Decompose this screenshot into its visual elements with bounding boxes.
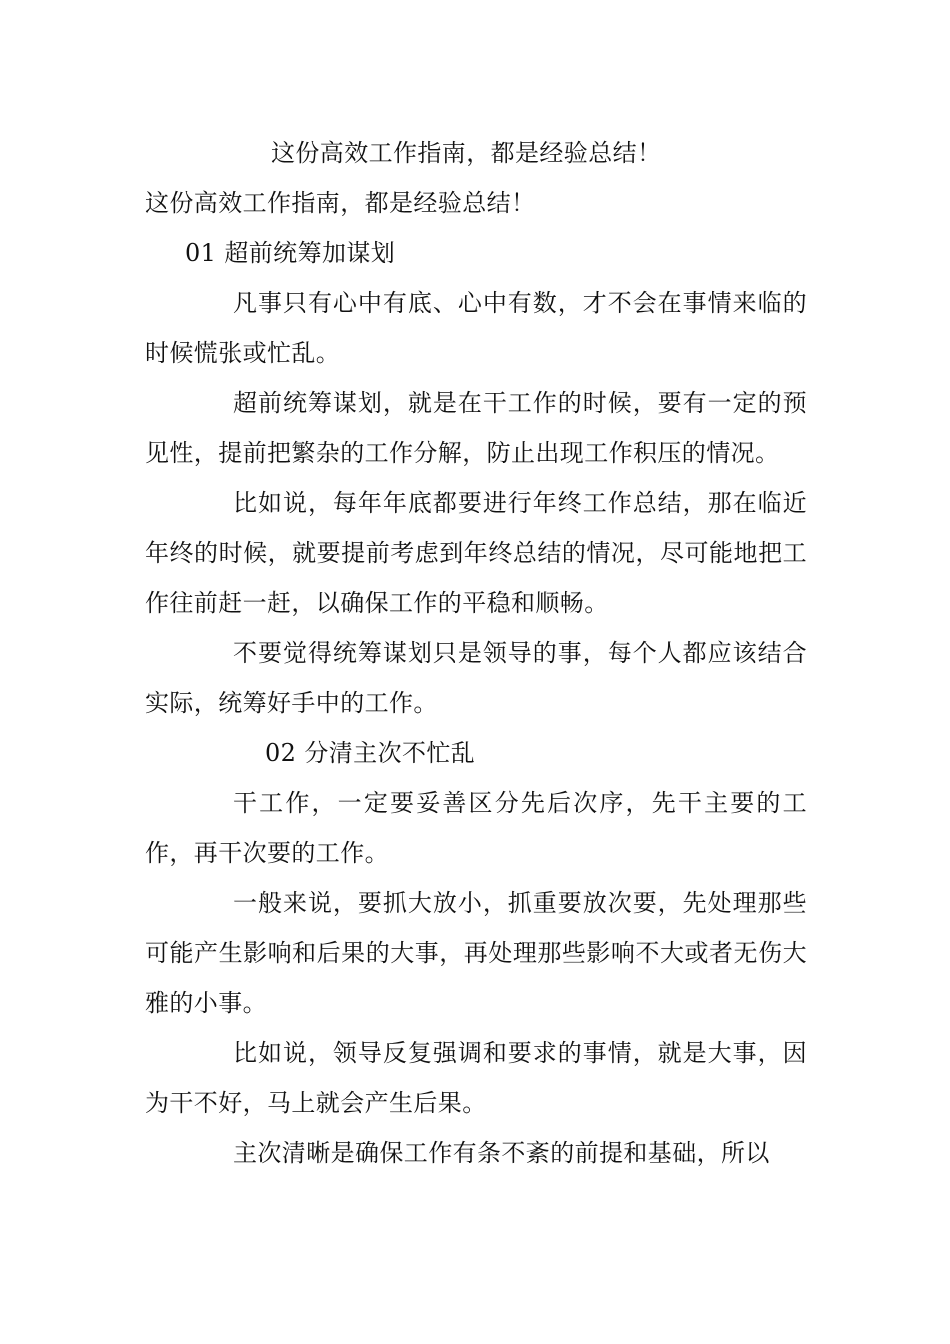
- section-01-paragraph-2: 超前统筹谋划，就是在干工作的时候，要有一定的预见性，提前把繁杂的工作分解，防止出现工作积压的情况。: [145, 389, 807, 467]
- section-heading-01: 01 超前统筹加谋划: [185, 239, 396, 267]
- section-01-paragraph-3: 比如说，每年年底都要进行年终工作总结，那在临近年终的时候，就要提前考虑到年终总结的情况，尽可能地把工作往前赶一赶，以确保工作的平稳和顺畅。: [145, 489, 807, 617]
- section-heading-02: 02 分清主次不忙乱: [265, 739, 476, 767]
- document-subtitle: 这份高效工作指南，都是经验总结！: [145, 189, 536, 217]
- document-body: [145, 128, 807, 1178]
- section-02-paragraph-1: 干工作，一定要妥善区分先后次序，先干主要的工作，再干次要的工作。: [145, 789, 807, 867]
- section-01-paragraph-1: 凡事只有心中有底、心中有数，才不会在事情来临的时候慌张或忙乱。: [145, 289, 807, 367]
- document-title: 这份高效工作指南，都是经验总结！: [271, 139, 662, 167]
- section-02-paragraph-4: 主次清晰是确保工作有条不紊的前提和基础，所以: [233, 1139, 770, 1167]
- section-01-paragraph-4: 不要觉得统筹谋划只是领导的事，每个人都应该结合实际，统筹好手中的工作。: [145, 639, 807, 717]
- section-02-paragraph-2: 一般来说，要抓大放小，抓重要放次要，先处理那些可能产生影响和后果的大事，再处理那些影响不大或者无伤大雅的小事。: [145, 889, 807, 1017]
- section-02-paragraph-3: 比如说，领导反复强调和要求的事情，就是大事，因为干不好，马上就会产生后果。: [145, 1039, 807, 1117]
